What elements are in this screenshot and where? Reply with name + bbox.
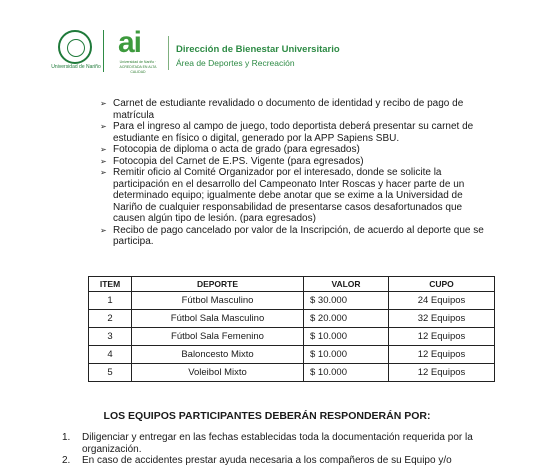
list-item: ➢ Para el ingreso al campo de juego, todo deportista deberá presentar su carnet de estudiante en físico o digital, generado por la APP Sapiens SBU. bbox=[100, 121, 474, 144]
cell-deporte: Fútbol Masculino bbox=[132, 292, 304, 310]
cell-deporte: Voleibol Mixto bbox=[132, 364, 304, 382]
arrow-bullet-icon: ➢ bbox=[100, 99, 107, 108]
cell-item: 3 bbox=[89, 328, 132, 346]
section-heading: LOS EQUIPOS PARTICIPANTES DEBERÁN RESPONDERÁN POR: bbox=[103, 410, 431, 422]
cell-cupo: 12 Equipos bbox=[389, 328, 495, 346]
table-row bbox=[89, 292, 495, 310]
cell-item: 2 bbox=[89, 310, 132, 328]
header-divider-2 bbox=[168, 36, 169, 70]
cell-cupo: 32 Equipos bbox=[389, 310, 495, 328]
arrow-bullet-icon: ➢ bbox=[100, 122, 107, 131]
department-title: Dirección de Bienestar Universitario bbox=[176, 44, 340, 55]
table-row bbox=[89, 310, 495, 328]
list-item: ➢ Fotocopia de diploma o acta de grado (para egresados) bbox=[100, 144, 360, 155]
area-subtitle: Área de Deportes y Recreación bbox=[176, 58, 295, 68]
list-item: ➢ Recibo de pago cancelado por valor de la Inscripción, de acuerdo al deporte que se participa. bbox=[100, 224, 484, 247]
arrow-bullet-icon: ➢ bbox=[100, 168, 107, 177]
header-deporte: DEPORTE bbox=[132, 277, 304, 292]
table-row bbox=[89, 328, 495, 346]
cell-cupo: 12 Equipos bbox=[389, 346, 495, 364]
item-number: 2. bbox=[62, 455, 71, 466]
cell-valor: $ 30.000 bbox=[304, 292, 389, 310]
ai-logo-subtitle: Universidad de Nariño · ACREDITADA EN ALTA CALIDAD bbox=[119, 60, 157, 74]
cell-deporte: Fútbol Sala Femenino bbox=[132, 328, 304, 346]
arrow-bullet-icon: ➢ bbox=[100, 225, 107, 235]
cell-valor: $ 20.000 bbox=[304, 310, 389, 328]
list-item: ➢ Carnet de estudiante revalidado o documento de identidad y recibo de pago de matrícula bbox=[100, 98, 464, 121]
list-item: 2. En caso de accidentes prestar ayuda necesaria a los compañeros de su Equipo y/o bbox=[62, 455, 452, 466]
responsibilities-list bbox=[62, 432, 482, 467]
table-row bbox=[89, 364, 495, 382]
list-item: 1. Diligenciar y entregar en las fechas establecidas toda la documentación requerida por la organización. bbox=[62, 432, 473, 455]
list-item: ➢ Fotocopia del Carnet de E.PS. Vigente (para egresados) bbox=[100, 155, 364, 167]
table-header-row bbox=[89, 277, 495, 292]
arrow-bullet-icon: ➢ bbox=[100, 156, 107, 166]
cell-valor: $ 10.000 bbox=[304, 328, 389, 346]
fees-table bbox=[88, 276, 495, 382]
ai-logo-letters: ai bbox=[118, 26, 142, 59]
cell-cupo: 12 Equipos bbox=[389, 364, 495, 382]
cell-cupo: 24 Equipos bbox=[389, 292, 495, 310]
university-seal-icon bbox=[58, 30, 92, 64]
header-item: ITEM bbox=[89, 277, 132, 292]
list-item: ➢ Remitir oficio al Comité Organizador por el interesado, donde se solicite la participación en el desarrollo del Campeonato Inter Roscas y hacer parte de un determinado equipo; igualmente debe anotar que se exime a la Universidad de Nariño de cualquier responsabilidad de presentarse casos desafortunados que causen algún tipo de lesión. (para egresados) bbox=[100, 167, 465, 224]
header-cupo: CUPO bbox=[389, 277, 495, 292]
document-header bbox=[0, 0, 534, 90]
cell-valor: $ 10.000 bbox=[304, 346, 389, 364]
cell-deporte: Fútbol Sala Masculino bbox=[132, 310, 304, 328]
cell-item: 4 bbox=[89, 346, 132, 364]
requirements-list bbox=[100, 98, 492, 248]
table-row bbox=[89, 346, 495, 364]
item-number: 1. bbox=[62, 432, 71, 443]
header-valor: VALOR bbox=[304, 277, 389, 292]
header-divider bbox=[103, 30, 104, 72]
cell-item: 1 bbox=[89, 292, 132, 310]
cell-valor: $ 10.000 bbox=[304, 364, 389, 382]
arrow-bullet-icon: ➢ bbox=[100, 145, 107, 154]
seal-caption: Universidad de Nariño bbox=[51, 64, 101, 70]
cell-deporte: Baloncesto Mixto bbox=[132, 346, 304, 364]
cell-item: 5 bbox=[89, 364, 132, 382]
